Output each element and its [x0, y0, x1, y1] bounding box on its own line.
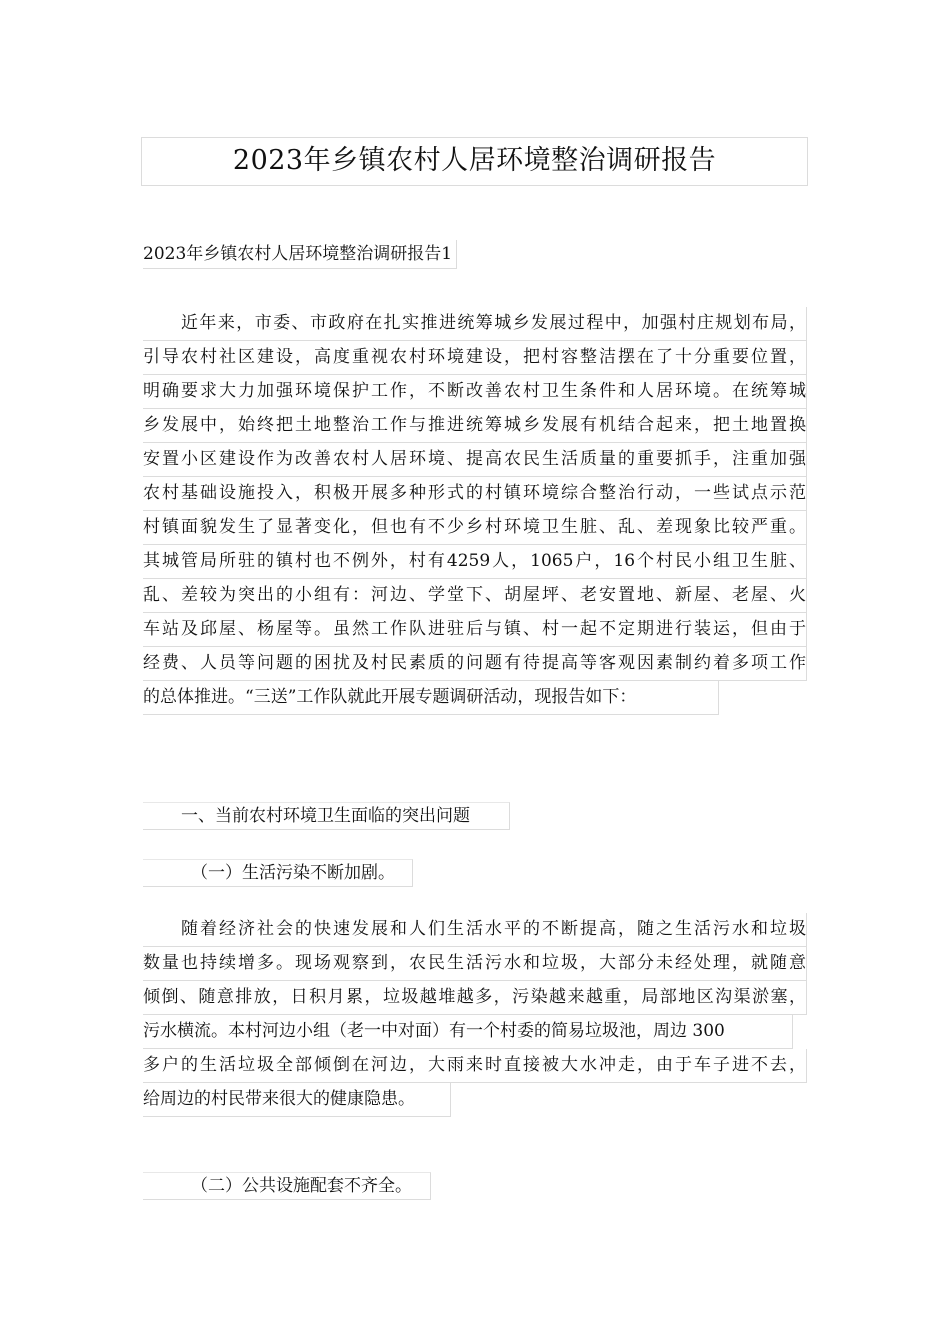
paragraph-line: 乱、差较为突出的小组有：河边、学堂下、胡屋坪、老安置地、新屋、老屋、火: [143, 579, 807, 613]
paragraph-line: 农村基础设施投入，积极开展多种形式的村镇环境综合整治行动，一些试点示范: [143, 477, 807, 511]
paragraph-line: 的总体推进。“三送”工作队就此开展专题调研活动，现报告如下：: [143, 681, 719, 715]
paragraph-line: 安置小区建设作为改善农村人居环境、提高农民生活质量的重要抓手，注重加强: [143, 443, 807, 477]
paragraph-line: 车站及邱屋、杨屋等。虽然工作队进驻后与镇、村一起不定期进行装运，但由于: [143, 613, 807, 647]
section-heading: 一、当前农村环境卫生面临的突出问题: [143, 802, 510, 830]
document-title: 2023年乡镇农村人居环境整治调研报告: [141, 137, 808, 186]
paragraph-intro: [143, 307, 807, 715]
report-subtitle: 2023年乡镇农村人居环境整治调研报告1: [143, 240, 457, 269]
paragraph-pollution: [143, 913, 807, 1117]
paragraph-line: 明确要求大力加强环境保护工作，不断改善农村卫生条件和人居环境。在统筹城: [143, 375, 807, 409]
paragraph-line: 给周边的村民带来很大的健康隐患。: [143, 1083, 451, 1117]
paragraph-line: 倾倒、随意排放，日积月累，垃圾越堆越多，污染越来越重，局部地区沟渠淤塞，: [143, 981, 807, 1015]
paragraph-line: 随着经济社会的快速发展和人们生活水平的不断提高，随之生活污水和垃圾: [143, 913, 807, 947]
paragraph-line: 乡发展中，始终把土地整治工作与推进统筹城乡发展有机结合起来，把土地置换: [143, 409, 807, 443]
paragraph-line: 污水横流。本村河边小组（老一中对面）有一个村委的简易垃圾池，周边 300: [143, 1015, 793, 1049]
paragraph-line: 引导农村社区建设，高度重视农村环境建设，把村容整洁摆在了十分重要位置，: [143, 341, 807, 375]
paragraph-line: 近年来，市委、市政府在扎实推进统筹城乡发展过程中，加强村庄规划布局，: [143, 307, 807, 341]
paragraph-line: 数量也持续增多。现场观察到，农民生活污水和垃圾，大部分未经处理，就随意: [143, 947, 807, 981]
paragraph-line: 村镇面貌发生了显著变化，但也有不少乡村环境卫生脏、乱、差现象比较严重。: [143, 511, 807, 545]
subsection-heading: （二）公共设施配套不齐全。: [143, 1172, 431, 1200]
subsection-heading: （一）生活污染不断加剧。: [143, 859, 413, 887]
paragraph-line: 多户的生活垃圾全部倾倒在河边，大雨来时直接被大水冲走，由于车子进不去，: [143, 1049, 807, 1083]
paragraph-line: 经费、人员等问题的困扰及村民素质的问题有待提高等客观因素制约着多项工作: [143, 647, 807, 681]
paragraph-line: 其城管局所驻的镇村也不例外，村有4259人，1065户，16个村民小组卫生脏、: [143, 545, 807, 579]
